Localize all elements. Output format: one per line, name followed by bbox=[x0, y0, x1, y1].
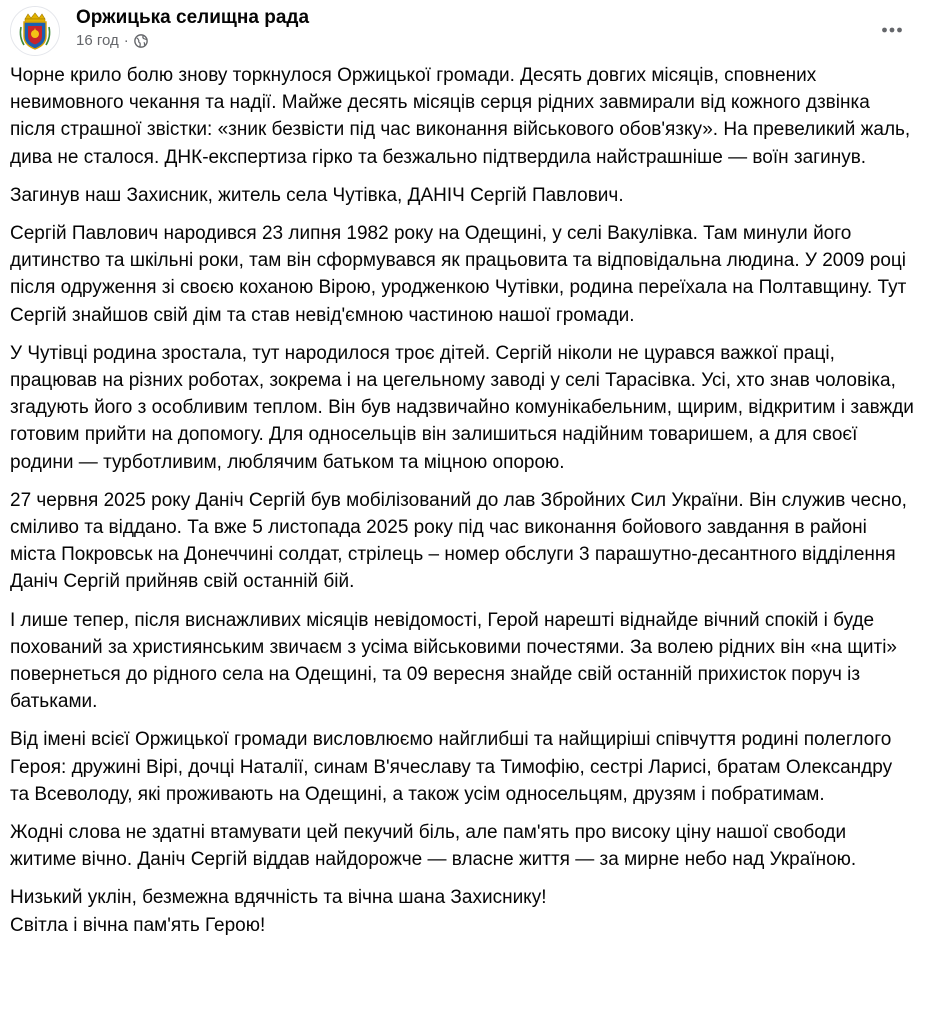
post-timestamp-link[interactable]: 16 год bbox=[76, 32, 119, 49]
post-paragraph: Від імені всієї Оржицької громади висловлюємо найглибші та найщиріші співчуття родині полеглого Героя: дружині Вірі, дочці Наталії, синам В'ячеславу та Тимофію, сестрі Ларисі, братам Олександру та Всеволоду, які проживають на Одещині, а також усім односельцям, друзям і побратимам. bbox=[10, 729, 893, 805]
post-paragraph: Чорне крило болю знову торкнулося Оржицької громади. Десять довгих місяців, сповнених невимовного чекання та надії. Майже десять місяців серця рідних завмирали від кожного дзвінка після страшної звістки: «зник безвісти під час виконання військового обов'язку». На превеликий жаль, дива не сталося. ДНК-експертиза гірко та безжально підтвердила найстрашніше — воїн загинув. bbox=[10, 65, 911, 168]
post-paragraph: Низький уклін, безмежна вдячність та вічна шана Захиснику! Світла і вічна пам'ять Герою! bbox=[10, 887, 547, 936]
post-paragraph: У Чутівці родина зростала, тут народилося троє дітей. Сергій ніколи не цурався важкої праці, працював на різних роботах, зокрема і на цегельному заводі у селі Тарасівка. Усі, хто знав чоловіка, згадують його з особливим теплом. Він був надзвичайно комунікабельним, щирим, відкритим і завжди готовим прийти на допомогу. Для односельців він залишиться надійним товаришем, а для своєї родини — турботливим, люблячим батьком та міцною опорою. bbox=[10, 342, 914, 473]
more-options-icon[interactable] bbox=[874, 12, 910, 48]
post-paragraph: 27 червня 2025 року Даніч Сергій був мобілізований до лав Збройних Сил України. Він служив чесно, сміливо та віддано. Та вже 5 листопада 2025 року під час виконання бойового завдання в районі міста Покровськ на Донеччині солдат, стрілець – номер обслуги 3 парашутно-десантного відділення Даніч Сергій прийняв свій останній бій. bbox=[10, 489, 907, 593]
post-paragraph: Сергій Павлович народився 23 липня 1982 року на Одещині, у селі Вакулівка. Там минули його дитинство та шкільні роки, там він сформувався як працьовита та відповідальна людина. У 2009 році після одруження зі своєю коханою Вірою, уродженкою Чутівки, родина переїхала на Полтавщину. Тут Сергій знайшов свій дім та став невід'ємною частиною нашої громади. bbox=[10, 223, 907, 326]
post-header bbox=[10, 6, 928, 66]
globe-icon[interactable] bbox=[134, 34, 148, 48]
post-paragraph: Жодні слова не здатні втамувати цей пекучий біль, але пам'ять про високу ціну нашої свободи житиме вічно. Даніч Сергій віддав найдорожче — власне життя — за мирне небо над Україною. bbox=[10, 822, 857, 871]
post-paragraph: Загинув наш Захисник, житель села Чутівка, ДАНІЧ Сергій Павлович. bbox=[10, 184, 624, 206]
meta-separator: · bbox=[123, 32, 129, 49]
post-meta bbox=[76, 31, 148, 51]
post-paragraph: І лише тепер, після виснажливих місяців невідомості, Герой нарешті віднайде вічний спокій і буде похований за християнським звичаєм з усіма військовими почестями. За волею рідних він «на щиті» повернеться до рідного села на Одещині, та 09 вересня знайде свій останній прихисток поруч із батьками. bbox=[10, 609, 897, 713]
post-text bbox=[10, 62, 915, 950]
page-avatar-coat-of-arms-icon[interactable] bbox=[10, 6, 60, 56]
page-name-link[interactable]: Оржицька селищна рада bbox=[76, 7, 310, 28]
